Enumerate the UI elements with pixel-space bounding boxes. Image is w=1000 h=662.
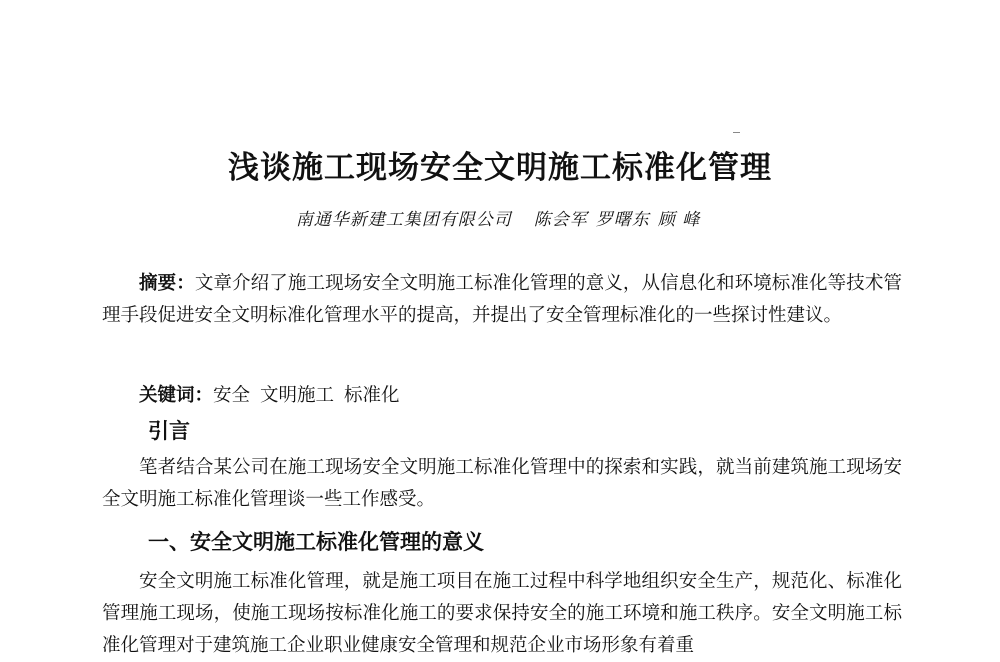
author-name: 顾 峰 <box>657 210 701 230</box>
abstract-label: 摘要： <box>139 273 195 294</box>
abstract <box>102 268 902 332</box>
introduction-paragraph: 笔者结合某公司在施工现场安全文明施工标准化管理中的探索和实践，就当前建筑施工现场安全文明施工标准化管理谈一些工作感受。 <box>102 457 902 510</box>
keyword: 标准化 <box>344 385 400 406</box>
abstract-text: 文章介绍了施工现场安全文明施工标准化管理的意义，从信息化和环境标准化等技术管理手段促进安全文明标准化管理水平的提高，并提出了安全管理标准化的一些探讨性建议。 <box>102 273 902 326</box>
section1-paragraph: 安全文明施工标准化管理，就是施工项目在施工过程中科学地组织安全生产，规范化、标准化管理施工现场，使施工现场按标准化施工的要求保持安全的施工环境和施工秩序。安全文明施工标准化管理对于建筑施工企业职业健康安全管理和规范企业市场形象有着重 <box>102 571 902 656</box>
author-name: 罗曙东 <box>595 210 650 230</box>
author-name: 陈会军 <box>533 210 588 230</box>
author-organization: 南通华新建工集团有限公司 <box>295 210 512 230</box>
keyword: 安全 <box>213 385 251 406</box>
scan-speck <box>733 132 740 133</box>
keywords-label: 关键词： <box>139 385 214 406</box>
keyword: 文明施工 <box>260 385 335 406</box>
paper-title: 浅谈施工现场安全文明施工标准化管理 <box>228 150 772 186</box>
keywords <box>139 380 410 412</box>
byline <box>0 208 1000 232</box>
introduction-heading: 引言 <box>148 419 190 443</box>
section1-heading: 一、安全文明施工标准化管理的意义 <box>148 530 484 554</box>
